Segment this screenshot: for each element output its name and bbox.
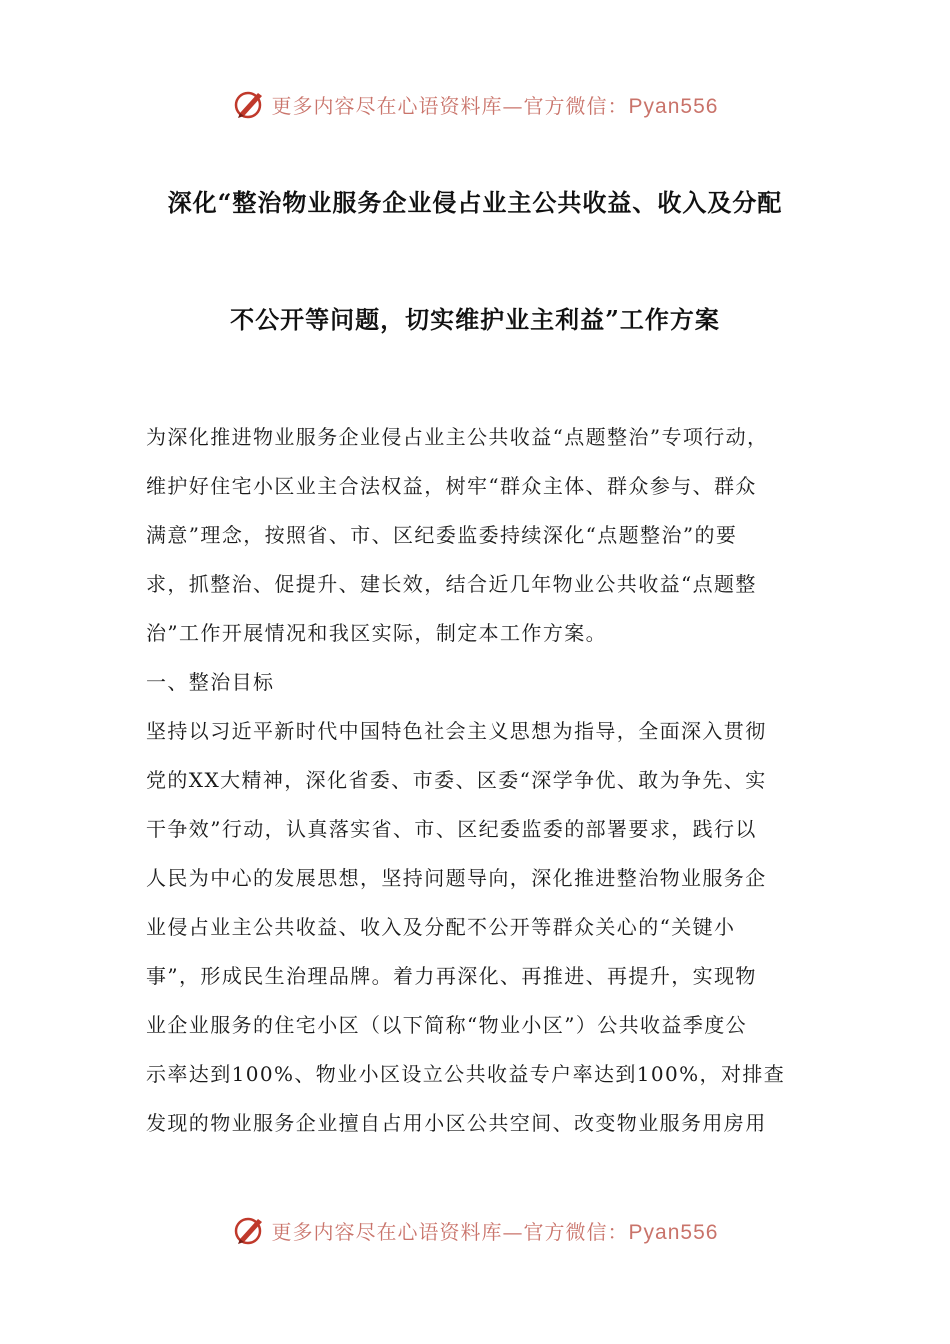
body-line: 事”，形成民生治理品牌。着力再深化、再推进、再提升，实现物 [146, 964, 757, 988]
watermark-banner-bottom [0, 1210, 950, 1250]
body-line: 业侵占业主公共收益、收入及分配不公开等群众关心的“关键小 [146, 915, 736, 939]
document-title-line-1: 深化“整治物业服务企业侵占业主公共收益、收入及分配 [167, 188, 783, 217]
body-line: 满意”理念，按照省、市、区纪委监委持续深化“点题整治”的要 [146, 523, 738, 547]
pen-logo-icon [232, 87, 266, 121]
body-line: 干争效”行动，认真落实省、市、区纪委监委的部署要求，践行以 [146, 817, 757, 841]
watermark-banner-top [0, 84, 950, 124]
body-line: 坚持以习近平新时代中国特色社会主义思想为指导，全面深入贯彻 [146, 719, 767, 743]
pen-logo-icon [232, 1213, 266, 1247]
section-heading: 一、整治目标 [146, 670, 275, 694]
body-line: 为深化推进物业服务企业侵占业主公共收益“点题整治”专项行动， [146, 425, 769, 449]
body-line: 业企业服务的住宅小区（以下简称“物业小区”）公共收益季度公 [146, 1013, 748, 1037]
body-line: 人民为中心的发展思想，坚持问题导向，深化推进整治物业服务企 [146, 866, 767, 890]
watermark-text: 更多内容尽在心语资料库—官方微信：Pyan556 [271, 93, 719, 118]
body-line: 党的XX大精神，深化省委、市委、区委“深学争优、敢为争先、实 [146, 768, 767, 792]
document-title-line-2: 不公开等问题，切实维护业主利益”工作方案 [230, 305, 720, 334]
body-line: 发现的物业服务企业擅自占用小区公共空间、改变物业服务用房用 [146, 1111, 767, 1135]
body-line: 维护好住宅小区业主合法权益，树牢“群众主体、群众参与、群众 [146, 474, 757, 498]
watermark-text: 更多内容尽在心语资料库—官方微信：Pyan556 [271, 1219, 719, 1244]
body-line: 示率达到100%、物业小区设立公共收益专户率达到100%，对排查 [146, 1062, 786, 1086]
body-line: 求，抓整治、促提升、建长效，结合近几年物业公共收益“点题整 [146, 572, 757, 596]
body-line: 治”工作开展情况和我区实际，制定本工作方案。 [146, 621, 608, 645]
